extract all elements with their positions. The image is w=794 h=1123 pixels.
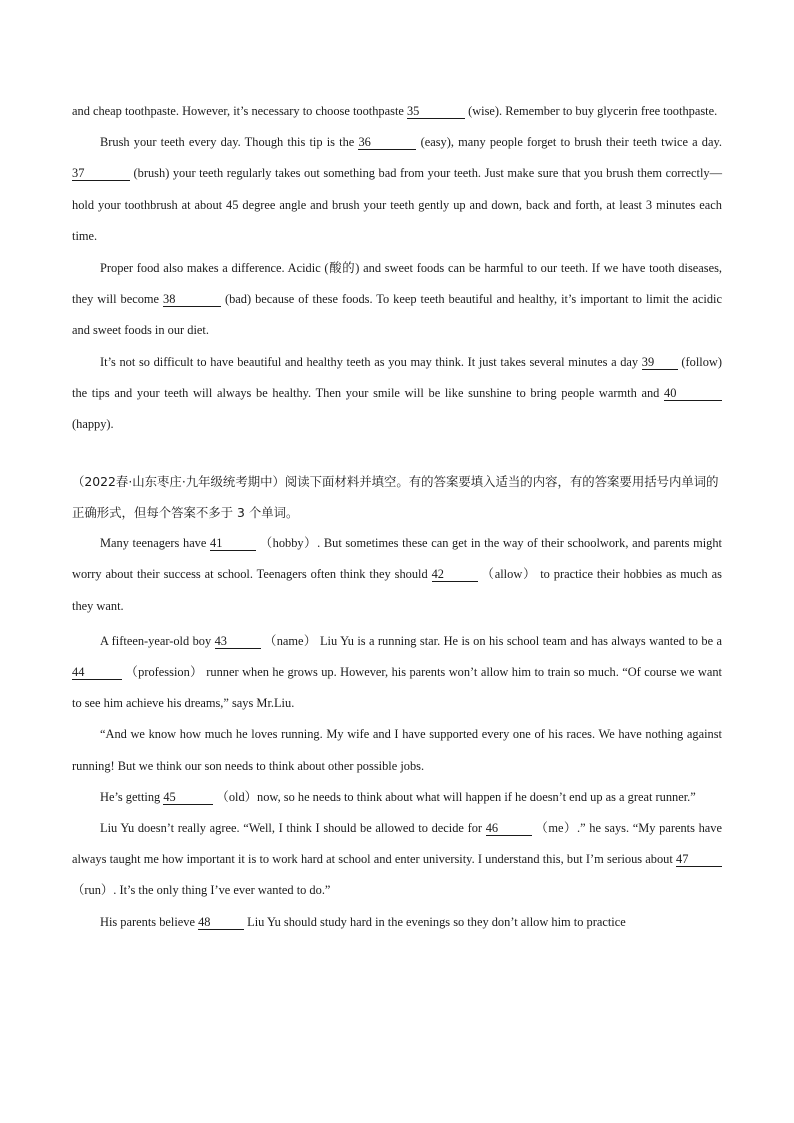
blank-40[interactable]: 40 — [664, 386, 722, 401]
blank-48[interactable]: 48 — [198, 915, 244, 930]
text-run: Many teenagers have — [100, 536, 211, 551]
text-run: (bad) because of these foods. To keep teeth beautiful and healthy, it’s important to limit the acidic and sweet foods in our diet. — [72, 292, 722, 338]
text-run: ) and sweet foods can be harmful to our teeth. If we have tooth diseases, they will become — [72, 261, 723, 307]
chinese-gloss: 酸的 — [328, 260, 356, 276]
blank-36[interactable]: 36 — [358, 135, 416, 150]
text-run: His parents believe — [100, 914, 199, 929]
text-run: （profession） runner when he grows up. However, his parents won’t allow him to train so much. “Of course we want to see him achieve his dreams,” says Mr.Liu. — [72, 665, 722, 711]
blank-42[interactable]: 42 — [432, 567, 478, 582]
blank-47[interactable]: 47 — [676, 852, 722, 867]
paragraph-parents-believe — [72, 907, 722, 938]
text-run: （run）. It’s the only thing I’ve ever wanted to do.” — [72, 883, 331, 898]
text-run: and cheap toothpaste. However, it’s necessary to choose toothpaste — [72, 104, 407, 118]
document-page — [72, 96, 722, 938]
text-run: It’s not so difficult to have beautiful and healthy teeth as you may think. It just takes several minutes a day — [100, 354, 642, 369]
text-run: （me）.” he says. “My parents have always taught me how important it is to work hard at school and enter university. I understand this, but I’m serious about — [72, 821, 722, 867]
text-run: Proper food also makes a difference. Acidic ( — [100, 261, 329, 276]
text-run: (easy), many people forget to brush their teeth twice a day. — [416, 135, 722, 150]
blank-43[interactable]: 43 — [215, 634, 261, 649]
text-run: （hobby）. But sometimes these can get in the way of their schoolwork, and parents might worry about their success at school. Teenagers often think they should — [72, 536, 722, 582]
paragraph-getting-old — [72, 782, 722, 813]
blank-38[interactable]: 38 — [163, 292, 221, 307]
text-run: （old）now, so he needs to think about what will happen if he doesn’t end up as a great runner.” — [213, 789, 696, 804]
paragraph-support — [72, 719, 722, 781]
text-run: (brush) your teeth regularly takes out something bad from your teeth. Just make sure that you brush them correctly—hold your toothbrush at about 45 degree angle and brush your teeth gently up and down, back and forth, at least 3 minutes each time. — [72, 166, 722, 243]
blank-45[interactable]: 45 — [163, 790, 213, 805]
blank-37[interactable]: 37 — [72, 166, 130, 181]
text-run: A fifteen-year-old boy — [100, 633, 215, 648]
text-run: Liu Yu doesn’t really agree. “Well, I think I should be allowed to decide for — [100, 821, 486, 836]
text-run: （allow） to practice their hobbies as much as they want. — [72, 567, 722, 613]
blank-35[interactable]: 35 — [407, 104, 465, 119]
text-run: “And we know how much he loves running. My wife and I have supported every one of his races. We have nothing against running! But we think our son needs to think about other possible jobs. — [72, 727, 722, 773]
text-run: （name） Liu Yu is a running star. He is on his school team and has always wanted to be a — [260, 633, 722, 648]
text-run: He’s getting — [100, 789, 164, 804]
text-run: Brush your teeth every day. Though this tip is the — [100, 135, 359, 150]
paragraph-brush — [72, 127, 722, 252]
paragraph-disagree — [72, 813, 722, 907]
blank-44[interactable]: 44 — [72, 665, 122, 680]
text-run: Liu Yu should study hard in the evenings so they don’t allow him to practice — [244, 914, 626, 929]
section-heading: （2022春·山东枣庄·九年级统考期中）阅读下面材料并填空。有的答案要填入适当的内容，有的答案要用括号内单词的正确形式，但每个答案不多于 3 个单词。 — [72, 474, 719, 521]
blank-46[interactable]: 46 — [486, 821, 532, 836]
paragraph-food — [72, 252, 722, 347]
text-run: (follow) the tips and your teeth will always be healthy. Then your smile will be like sunshine to bring people warmth and — [72, 354, 722, 400]
blank-41[interactable]: 41 — [210, 536, 256, 551]
paragraph-difficult — [72, 347, 722, 441]
blank-39[interactable]: 39 — [642, 355, 678, 370]
text-run: (happy). — [72, 417, 114, 432]
text-run: (wise). Remember to buy glycerin free toothpaste. — [464, 104, 718, 118]
paragraph-toothpaste — [72, 96, 722, 127]
paragraph-liu-yu — [72, 626, 722, 720]
paragraph-teenagers — [72, 528, 722, 622]
